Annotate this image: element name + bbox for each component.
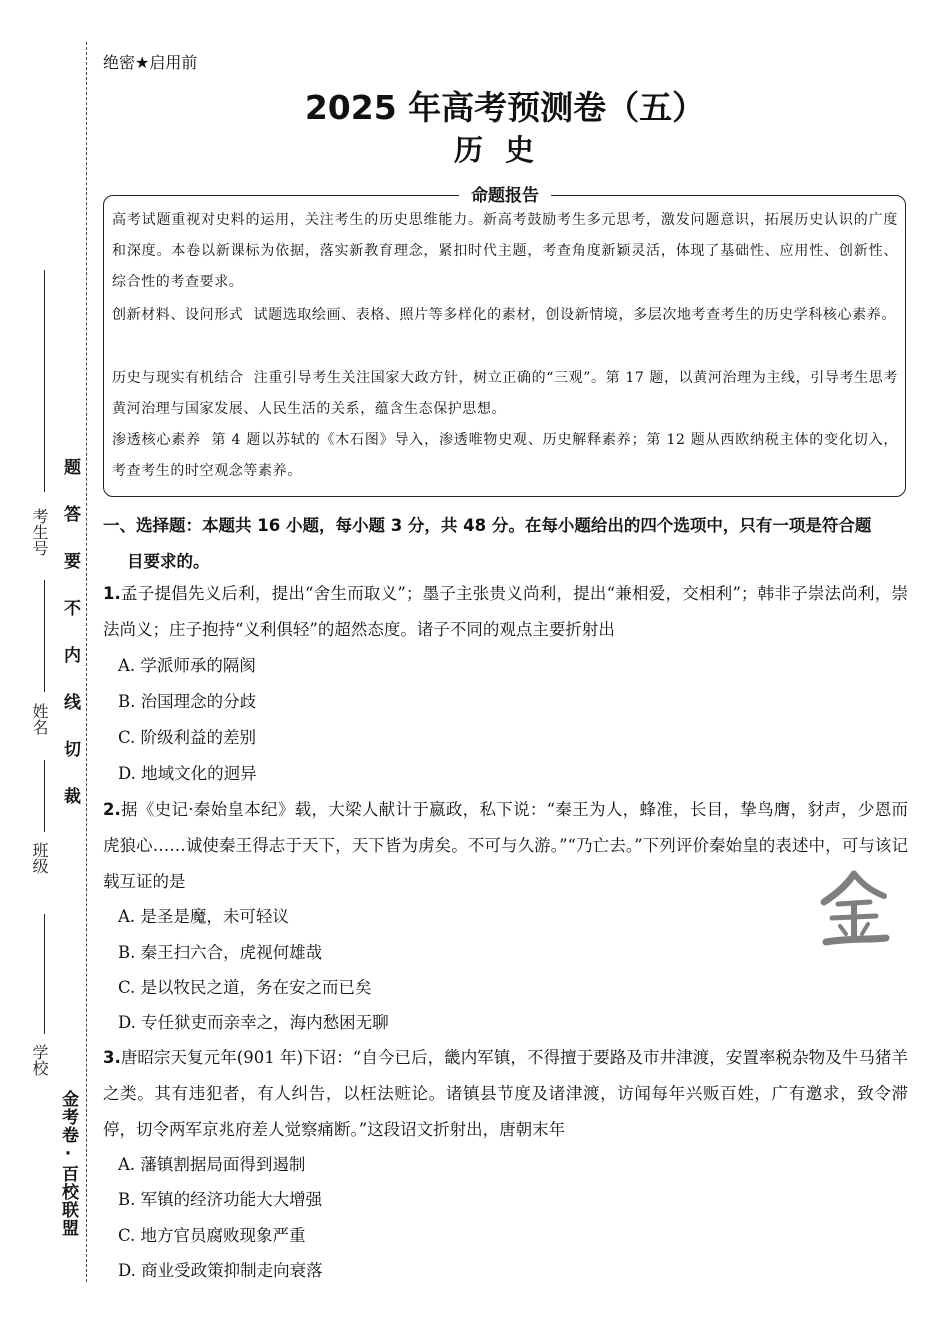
- report-title-text: 命题报告: [459, 186, 551, 206]
- field-line-class: [44, 760, 45, 832]
- warning-char: 题: [60, 458, 80, 505]
- section-heading: [103, 508, 908, 580]
- field-line-student-id: [44, 270, 45, 492]
- option-c: C. 阶级利益的差别: [118, 728, 257, 747]
- option-a: A. 学派师承的隔阂: [118, 656, 256, 675]
- report-item-text: 注重引导考生关注国家大政方针，树立正确的“三观”。第 17 题，以黄河治理为主线，引导考生思考黄河治理与国家发展、人民生活的关系，蕴含生态保护思想。: [112, 370, 898, 417]
- question-number: 3.: [103, 1048, 121, 1067]
- question-text: 据《史记·秦始皇本纪》载，大梁人献计于嬴政，私下说：“秦王为人，蜂准，长目，挚鸟膺，豺声，少恩而虎狼心……诚使秦王得志于天下，天下皆为虏矣。不可与久游。”“乃亡去。”下列评价秦始皇的表述中，可与该记载互证的是: [103, 800, 908, 891]
- report-item-head: 历史与现实有机结合: [112, 370, 244, 386]
- question-text: 孟子提倡先义后利，提出“舍生而取义”；墨子主张贵义尚利，提出“兼相爱，交相利”；韩非子崇法尚利，崇法尚义；庄子抱持“义利俱轻”的超然态度。诸子不同的观点主要折射出: [103, 584, 908, 639]
- question-text: 唐昭宗天复元年(901 年)下诏：“自今已后，畿内军镇，不得擅于要路及市井津渡，安置率税杂物及牛马猪羊之类。其有违犯者，有人纠告，以枉法赃论。诸镇县节度及诸津渡，访闻每年兴贩百姓，广有邀求，致令滞停，切令两军京兆府差人觉察痛断。”这段诏文折射出，唐朝末年: [103, 1048, 908, 1139]
- option-b: B. 秦王扫六合，虎视何雄哉: [118, 943, 323, 962]
- brush-logo-icon: [818, 868, 890, 948]
- option-a: A. 是圣是魔，未可轻议: [118, 907, 289, 926]
- question-2-stem: [103, 792, 908, 900]
- report-item: [112, 363, 898, 425]
- report-item: [112, 425, 898, 487]
- option-d: D. 商业受政策抑制走向衰落: [118, 1261, 323, 1280]
- warning-char: 要: [60, 552, 80, 599]
- warning-char: 内: [60, 646, 80, 693]
- report-item-text: 第 4 题以苏轼的《木石图》导入，渗透唯物史观、历史解释素养；第 12 题从西欧纳税主体的变化切入，考查考生的时空观念等素养。: [112, 432, 898, 479]
- option-d: D. 地域文化的迥异: [118, 764, 257, 783]
- option-b: B. 治国理念的分歧: [118, 692, 257, 711]
- section-heading-line1: 一、选择题：本题共 16 小题，每小题 3 分，共 48 分。在每小题给出的四个选项中，只有一项是符合题: [103, 516, 872, 535]
- binding-cut-line: [86, 42, 87, 1282]
- report-title: [0, 181, 950, 206]
- exam-subject: 历史: [453, 133, 556, 167]
- label-school: 学校: [30, 1044, 49, 1076]
- field-line-school: [44, 914, 45, 1034]
- secret-mark: 绝密★启用前: [103, 53, 198, 72]
- report-item: [112, 300, 898, 331]
- report-item-text: 试题选取绘画、表格、照片等多样化的素材，创设新情境，多层次地考查考生的历史学科核心素养。: [253, 307, 896, 323]
- report-intro: 高考试题重视对史料的运用，关注考生的历史思维能力。新高考鼓励考生多元思考，激发问题意识，拓展历史认识的广度和深度。本卷以新课标为依据，落实新教育理念，紧扣时代主题，考查角度新颖灵活，体现了基础性、应用性、创新性、综合性的考查要求。: [112, 212, 898, 290]
- option-a: A. 藩镇割据局面得到遏制: [118, 1155, 306, 1174]
- option-d: D. 专任狱吏而亲幸之，海内愁困无聊: [118, 1013, 389, 1032]
- exam-title: 2025 年高考预测卷（五）: [304, 88, 706, 127]
- warning-char: 答: [60, 505, 80, 552]
- section-heading-line2: 目要求的。: [127, 552, 210, 571]
- option-c: C. 地方官员腐败现象严重: [118, 1226, 306, 1245]
- warning-char: 不: [60, 599, 80, 646]
- question-3-stem: [103, 1040, 908, 1148]
- label-name: 姓名: [30, 703, 49, 735]
- union-name: 金考卷·百校联盟: [58, 1090, 78, 1237]
- report-item-head: 渗透核心素养: [112, 432, 201, 448]
- question-number: 2.: [103, 800, 121, 819]
- label-class: 班级: [30, 842, 49, 874]
- option-b: B. 军镇的经济功能大大增强: [118, 1190, 323, 1209]
- field-line-name: [44, 580, 45, 692]
- label-student-id: 考生号: [30, 508, 49, 556]
- option-c: C. 是以牧民之道，务在安之而已矣: [118, 978, 372, 997]
- question-number: 1.: [103, 584, 121, 603]
- binding-warning: [58, 458, 83, 834]
- warning-char: 裁: [60, 787, 80, 834]
- warning-char: 切: [60, 740, 80, 787]
- question-1-stem: [103, 576, 908, 648]
- warning-char: 线: [60, 693, 80, 740]
- report-item-head: 创新材料、设问形式: [112, 307, 244, 323]
